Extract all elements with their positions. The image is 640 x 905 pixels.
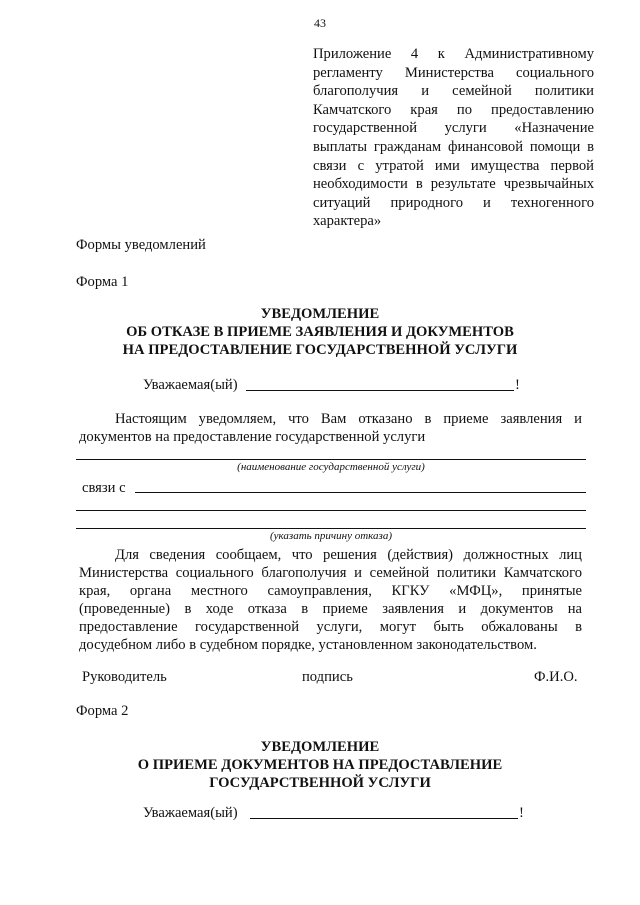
form2-label: Форма 2 xyxy=(76,703,129,719)
appendix-line: необходимости в результате чрезвычайных xyxy=(313,176,594,193)
appendix-line: связи с утратой ими имущества первой xyxy=(313,157,594,174)
form1-info-line: Для сведения сообщаем, что решения (действия) должностных лиц xyxy=(115,547,582,563)
form1-info-line: (проведенные) в ходе отказа в приеме заявления и документов на xyxy=(79,601,582,617)
form1-info-line: края, органа местного самоуправления, КГКУ «МФЦ», принятые xyxy=(79,583,582,599)
form1-info-line: Министерства социального благополучия и семейной политики Камчатского xyxy=(79,565,582,581)
appendix-line: Камчатского края по предоставлению xyxy=(313,101,594,118)
form1-service-caption: (наименование государственной услуги) xyxy=(237,461,425,473)
appendix-line: характера» xyxy=(313,213,382,230)
form1-signature-sign: подпись xyxy=(302,669,353,685)
form2-addressee-field[interactable] xyxy=(250,818,518,819)
form1-reason-field-2[interactable] xyxy=(76,510,586,511)
form2-salutation: Уважаемая(ый) xyxy=(143,805,238,821)
form1-info-line: досудебном либо в судебном порядке, установленном законодательством. xyxy=(79,637,537,653)
form1-notice-line: документов на предоставление государственной услуги xyxy=(79,429,426,445)
form1-salutation: Уважаемая(ый) xyxy=(143,377,238,393)
section-title: Формы уведомлений xyxy=(76,237,206,253)
form1-title-line: УВЕДОМЛЕНИЕ xyxy=(260,306,380,322)
form2-title-line: ГОСУДАРСТВЕННОЙ УСЛУГИ xyxy=(209,775,431,791)
form1-in-connection-label: связи с xyxy=(82,480,126,496)
form1-signature-head: Руководитель xyxy=(82,669,167,685)
appendix-line: благополучия и семейной политики xyxy=(313,83,594,100)
form1-title-line: НА ПРЕДОСТАВЛЕНИЕ ГОСУДАРСТВЕННОЙ УСЛУГИ xyxy=(122,342,518,358)
form1-signature-name: Ф.И.О. xyxy=(534,669,578,685)
form1-reason-field[interactable] xyxy=(135,492,586,493)
appendix-note xyxy=(313,45,594,231)
form1-addressee-field[interactable] xyxy=(246,390,514,391)
form2-exclamation: ! xyxy=(519,805,524,821)
form2-title-line: УВЕДОМЛЕНИЕ xyxy=(260,739,380,755)
form1-notice-line: Настоящим уведомляем, что Вам отказано в приеме заявления и xyxy=(115,411,582,427)
form1-reason-field-3[interactable] xyxy=(76,528,586,529)
form1-reason-caption: (указать причину отказа) xyxy=(269,530,392,542)
form1-service-field[interactable] xyxy=(76,459,586,460)
form2-title-line: О ПРИЕМЕ ДОКУМЕНТОВ НА ПРЕДОСТАВЛЕНИЕ xyxy=(137,757,503,773)
form1-info-line: предоставление государственной услуги, могут быть обжалованы в xyxy=(79,619,582,635)
appendix-line: регламенту Министерства социального xyxy=(313,64,594,81)
appendix-line: ситуаций природного и техногенного xyxy=(313,194,594,211)
appendix-line: Приложение 4 к Административному xyxy=(313,46,594,62)
appendix-line: государственной услуги «Назначение xyxy=(313,120,594,137)
form1-exclamation: ! xyxy=(515,377,520,393)
form1-label: Форма 1 xyxy=(76,274,129,290)
appendix-line: выплаты гражданам финансовой помощи в xyxy=(313,138,594,155)
page-number: 43 xyxy=(314,16,326,30)
form1-title-line: ОБ ОТКАЗЕ В ПРИЕМЕ ЗАЯВЛЕНИЯ И ДОКУМЕНТОВ xyxy=(126,324,514,340)
